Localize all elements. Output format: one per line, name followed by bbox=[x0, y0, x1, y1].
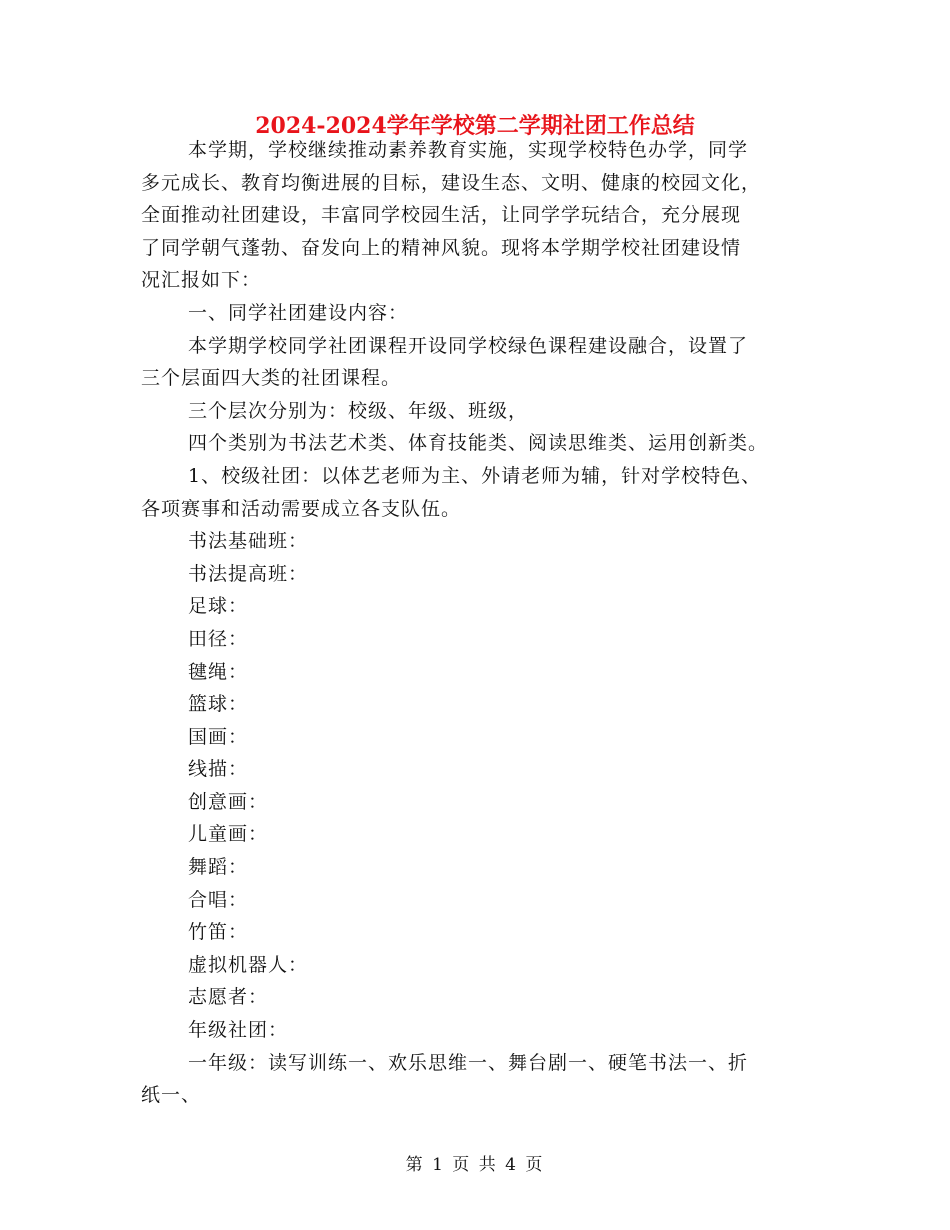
paragraph-line: 三个层次分别为：校级、年级、班级， bbox=[188, 399, 529, 422]
paragraph-line: 一年级：读写训练一、欢乐思维一、舞台剧一、硬笔书法一、折 bbox=[188, 1051, 749, 1074]
club-item: 创意画： bbox=[188, 790, 269, 813]
club-item: 竹笛： bbox=[188, 921, 249, 944]
paragraph-line: 况汇报如下： bbox=[141, 269, 262, 292]
paragraph-line: 四个类别为书法艺术类、体育技能类、阅读思维类、运用创新类。 bbox=[188, 432, 769, 455]
paragraph-line: 纸一、 bbox=[141, 1084, 202, 1107]
club-item: 儿童画： bbox=[188, 823, 269, 846]
paragraph-line: 三个层面四大类的社团课程。 bbox=[141, 367, 402, 390]
club-item: 舞蹈： bbox=[188, 856, 249, 879]
paragraph-line: 本学期，学校继续推动素养教育实施，实现学校特色办学，同学 bbox=[188, 139, 749, 161]
paragraph-line: 了同学朝气蓬勃、奋发向上的精神风貌。现将本学期学校社团建设情 bbox=[141, 236, 742, 259]
paragraph-line: 各项赛事和活动需要成立各支队伍。 bbox=[141, 497, 462, 520]
paragraph-line: 本学期学校同学社团课程开设同学校绿色课程建设融合，设置了 bbox=[188, 334, 749, 357]
section-heading: 一、同学社团建设内容： bbox=[188, 301, 409, 324]
paragraph-line: 1、校级社团：以体艺老师为主、外请老师为辅，针对学校特色、 bbox=[188, 464, 762, 487]
document-title: 2024-2024学年学校第二学期社团工作总结 bbox=[255, 113, 695, 139]
paragraph-line: 多元成长、教育均衡进展的目标，建设生态、文明、健康的校园文化， bbox=[141, 171, 762, 194]
club-item: 毽绳： bbox=[188, 660, 249, 683]
club-item: 合唱： bbox=[188, 888, 249, 911]
page-footer: 第 1 页 共 4 页 bbox=[405, 1155, 545, 1175]
document-body bbox=[141, 134, 811, 1112]
club-item: 足球： bbox=[188, 595, 249, 618]
section-heading: 年级社团： bbox=[188, 1019, 289, 1042]
club-item: 书法基础班： bbox=[188, 530, 309, 553]
club-item: 虚拟机器人： bbox=[188, 953, 309, 976]
club-item: 志愿者： bbox=[188, 986, 269, 1009]
club-item: 国画： bbox=[188, 725, 249, 748]
paragraph-line: 全面推动社团建设，丰富同学校园生活，让同学学玩结合，充分展现 bbox=[141, 204, 742, 227]
club-item: 书法提高班： bbox=[188, 562, 309, 585]
club-item: 田径： bbox=[188, 627, 249, 650]
club-item: 线描： bbox=[188, 758, 249, 781]
club-item: 篮球： bbox=[188, 693, 249, 716]
